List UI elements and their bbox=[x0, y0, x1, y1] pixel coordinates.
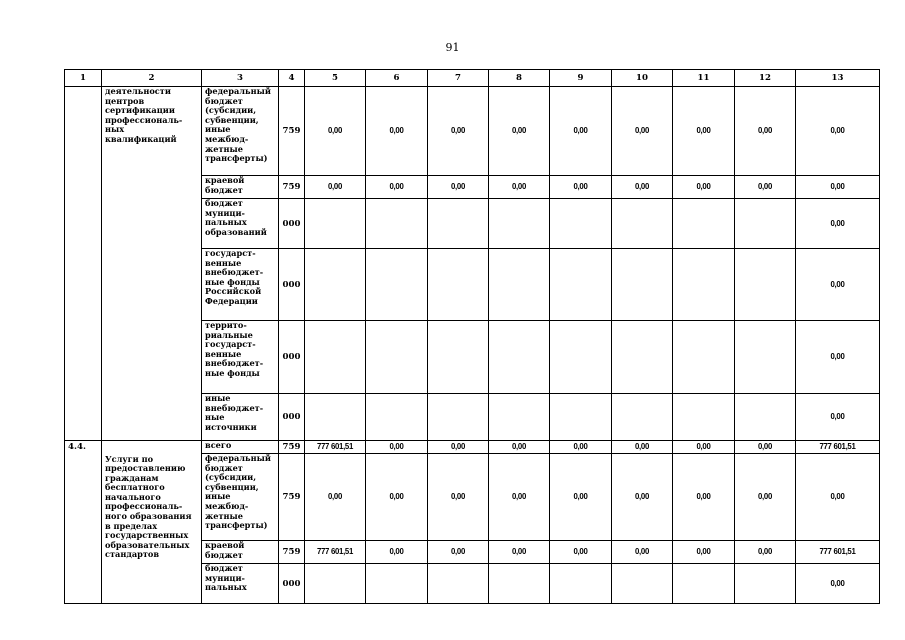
amount-cell bbox=[489, 249, 550, 321]
funding-source-line: ные bbox=[205, 412, 225, 423]
amount-cell: 0,00 bbox=[550, 441, 612, 454]
amount-cell: 0,00 bbox=[428, 87, 489, 176]
amount-cell bbox=[612, 199, 673, 249]
amount-cell bbox=[550, 249, 612, 321]
funding-source-line: бюджет bbox=[205, 563, 243, 573]
code-cell: 759 bbox=[279, 441, 305, 454]
funding-source-line: государст- bbox=[205, 339, 256, 350]
code-cell: 000 bbox=[279, 249, 305, 321]
funding-source-line: государст- bbox=[205, 248, 256, 258]
amount-cell: 777 601,51 bbox=[305, 541, 366, 564]
amount-cell: 777 601,51 bbox=[305, 441, 366, 454]
code-cell: 759 bbox=[279, 87, 305, 176]
amount-cell bbox=[673, 564, 735, 604]
funding-source-line: (субсидии, bbox=[205, 105, 257, 116]
funding-source-cell bbox=[202, 321, 279, 394]
funding-source-cell bbox=[202, 454, 279, 541]
amount-cell bbox=[366, 199, 428, 249]
amount-cell bbox=[305, 249, 366, 321]
amount-cell bbox=[428, 564, 489, 604]
code-cell: 000 bbox=[279, 199, 305, 249]
amount-cell: 0,00 bbox=[489, 176, 550, 199]
amount-cell: 0,00 bbox=[673, 87, 735, 176]
funding-source-line: ные фонды bbox=[205, 367, 260, 378]
service-name-line: ного образования bbox=[105, 511, 192, 522]
amount-cell: 0,00 bbox=[305, 176, 366, 199]
amount-cell: 0,00 bbox=[796, 321, 880, 394]
service-name-line: ных bbox=[105, 124, 125, 135]
funding-source-line: образований bbox=[205, 226, 267, 237]
amount-cell bbox=[489, 199, 550, 249]
amount-cell: 0,00 bbox=[305, 454, 366, 541]
amount-cell: 0,00 bbox=[735, 176, 796, 199]
funding-source-line: иные bbox=[205, 393, 231, 403]
amount-cell: 0,00 bbox=[735, 454, 796, 541]
funding-source-line: террито- bbox=[205, 320, 247, 330]
funding-source-cell bbox=[202, 249, 279, 321]
column-header: 10 bbox=[612, 70, 673, 87]
budget-table-container bbox=[64, 69, 880, 604]
amount-cell: 0,00 bbox=[428, 541, 489, 564]
column-header: 13 bbox=[796, 70, 880, 87]
funding-source-line: федеральный bbox=[205, 453, 271, 463]
amount-cell: 0,00 bbox=[428, 454, 489, 541]
amount-cell: 0,00 bbox=[489, 454, 550, 541]
service-name-line: квалификаций bbox=[105, 133, 177, 144]
funding-source-line: всего bbox=[205, 440, 232, 450]
service-name-line: бесплатного bbox=[105, 482, 165, 493]
amount-cell bbox=[550, 321, 612, 394]
funding-source-line: (субсидии, bbox=[205, 472, 257, 483]
column-header: 4 bbox=[279, 70, 305, 87]
amount-cell bbox=[735, 199, 796, 249]
amount-cell bbox=[612, 321, 673, 394]
amount-cell bbox=[489, 394, 550, 441]
amount-cell: 0,00 bbox=[489, 541, 550, 564]
amount-cell bbox=[366, 394, 428, 441]
code-cell: 000 bbox=[279, 321, 305, 394]
service-name-cell bbox=[102, 454, 202, 604]
funding-source-line: трансферты) bbox=[205, 153, 268, 164]
service-name-line: сертификации bbox=[105, 105, 175, 116]
amount-cell bbox=[366, 249, 428, 321]
amount-cell bbox=[550, 394, 612, 441]
funding-source-cell bbox=[202, 87, 279, 176]
funding-source-line: Федерации bbox=[205, 295, 258, 306]
amount-cell: 0,00 bbox=[673, 454, 735, 541]
amount-cell: 777 601,51 bbox=[796, 441, 880, 454]
service-name-line: государственных bbox=[105, 530, 189, 541]
column-header: 7 bbox=[428, 70, 489, 87]
service-name-line: начального bbox=[105, 491, 161, 502]
service-name-line: предоставлению bbox=[105, 463, 186, 474]
amount-cell bbox=[305, 394, 366, 441]
amount-cell: 0,00 bbox=[366, 541, 428, 564]
amount-cell bbox=[428, 394, 489, 441]
service-name-cell bbox=[102, 87, 202, 441]
amount-cell: 0,00 bbox=[612, 441, 673, 454]
amount-cell bbox=[735, 564, 796, 604]
amount-cell bbox=[550, 564, 612, 604]
amount-cell bbox=[305, 199, 366, 249]
row-number-cell: 4.4. bbox=[65, 441, 102, 604]
amount-cell: 0,00 bbox=[673, 176, 735, 199]
page-number: 91 bbox=[445, 41, 460, 54]
budget-table bbox=[64, 69, 880, 604]
amount-cell: 0,00 bbox=[796, 249, 880, 321]
row-number-cell bbox=[65, 87, 102, 441]
amount-cell bbox=[612, 249, 673, 321]
amount-cell bbox=[735, 394, 796, 441]
funding-source-line: источники bbox=[205, 421, 257, 432]
amount-cell bbox=[489, 564, 550, 604]
column-header: 1 bbox=[65, 70, 102, 87]
service-name-line: профессиональ- bbox=[105, 501, 183, 512]
funding-source-line: венные bbox=[205, 348, 242, 359]
amount-cell: 0,00 bbox=[366, 454, 428, 541]
amount-cell: 0,00 bbox=[735, 541, 796, 564]
service-name-line: профессиональ- bbox=[105, 114, 183, 125]
amount-cell bbox=[428, 321, 489, 394]
funding-source-line: бюджет bbox=[205, 184, 243, 195]
amount-cell bbox=[428, 249, 489, 321]
column-header: 5 bbox=[305, 70, 366, 87]
funding-source-cell bbox=[202, 564, 279, 604]
funding-source-cell bbox=[202, 541, 279, 564]
code-cell: 759 bbox=[279, 541, 305, 564]
amount-cell bbox=[673, 199, 735, 249]
funding-source-line: иные межбюд- bbox=[205, 124, 249, 144]
column-header: 6 bbox=[366, 70, 428, 87]
amount-cell: 0,00 bbox=[305, 87, 366, 176]
amount-cell: 0,00 bbox=[550, 541, 612, 564]
table-row bbox=[65, 87, 880, 176]
amount-cell bbox=[366, 321, 428, 394]
service-name-line: деятельности bbox=[105, 86, 171, 96]
funding-source-line: краевой bbox=[205, 175, 245, 185]
funding-source-line: бюджет bbox=[205, 462, 243, 473]
funding-source-line: муници- bbox=[205, 207, 245, 218]
code-cell: 000 bbox=[279, 394, 305, 441]
code-cell: 759 bbox=[279, 454, 305, 541]
funding-source-cell bbox=[202, 176, 279, 199]
funding-source-line: бюджет bbox=[205, 198, 243, 208]
code-cell: 759 bbox=[279, 176, 305, 199]
amount-cell: 0,00 bbox=[796, 394, 880, 441]
header-row bbox=[65, 70, 880, 87]
amount-cell: 0,00 bbox=[366, 441, 428, 454]
amount-cell bbox=[673, 249, 735, 321]
amount-cell: 0,00 bbox=[612, 454, 673, 541]
amount-cell bbox=[612, 564, 673, 604]
table-row bbox=[65, 441, 880, 454]
funding-source-cell bbox=[202, 199, 279, 249]
amount-cell: 0,00 bbox=[735, 441, 796, 454]
table-body bbox=[65, 70, 880, 604]
funding-source-line: субвенции, bbox=[205, 114, 259, 125]
service-name-line: образовательных bbox=[105, 539, 190, 550]
funding-source-line: иные межбюд- bbox=[205, 491, 249, 511]
amount-cell: 0,00 bbox=[428, 441, 489, 454]
amount-cell: 0,00 bbox=[489, 441, 550, 454]
amount-cell bbox=[428, 199, 489, 249]
funding-source-line: внебюджет- bbox=[205, 267, 264, 278]
amount-cell: 0,00 bbox=[550, 176, 612, 199]
funding-source-line: трансферты) bbox=[205, 520, 268, 531]
funding-source-line: муници- bbox=[205, 572, 245, 583]
amount-cell: 0,00 bbox=[796, 564, 880, 604]
funding-source-line: ные фонды bbox=[205, 276, 260, 287]
service-name-line: в пределах bbox=[105, 520, 158, 531]
funding-source-line: внебюджет- bbox=[205, 358, 264, 369]
amount-cell: 0,00 bbox=[796, 87, 880, 176]
column-header: 3 bbox=[202, 70, 279, 87]
amount-cell: 0,00 bbox=[796, 454, 880, 541]
amount-cell bbox=[366, 564, 428, 604]
funding-source-line: внебюджет- bbox=[205, 402, 264, 413]
amount-cell bbox=[489, 321, 550, 394]
amount-cell: 0,00 bbox=[366, 87, 428, 176]
amount-cell: 0,00 bbox=[550, 87, 612, 176]
amount-cell: 0,00 bbox=[489, 87, 550, 176]
column-header: 8 bbox=[489, 70, 550, 87]
amount-cell bbox=[305, 321, 366, 394]
service-name-line: стандартов bbox=[105, 549, 160, 560]
amount-cell: 0,00 bbox=[612, 541, 673, 564]
funding-source-line: субвенции, bbox=[205, 481, 259, 492]
amount-cell bbox=[735, 321, 796, 394]
service-name-line: Услуги по bbox=[105, 453, 154, 464]
amount-cell bbox=[673, 394, 735, 441]
service-name-top-cell bbox=[102, 441, 202, 454]
code-cell: 000 bbox=[279, 564, 305, 604]
column-header: 9 bbox=[550, 70, 612, 87]
service-name-line: центров bbox=[105, 95, 145, 106]
funding-source-line: пальных bbox=[205, 217, 247, 228]
column-header: 12 bbox=[735, 70, 796, 87]
column-header: 11 bbox=[673, 70, 735, 87]
funding-source-cell bbox=[202, 441, 279, 454]
funding-source-line: риальные bbox=[205, 329, 253, 340]
amount-cell: 0,00 bbox=[796, 176, 880, 199]
amount-cell: 0,00 bbox=[366, 176, 428, 199]
amount-cell bbox=[673, 321, 735, 394]
amount-cell: 0,00 bbox=[612, 87, 673, 176]
funding-source-line: краевой bbox=[205, 540, 245, 550]
amount-cell: 0,00 bbox=[735, 87, 796, 176]
amount-cell: 0,00 bbox=[673, 441, 735, 454]
service-name-line: гражданам bbox=[105, 472, 159, 483]
amount-cell bbox=[550, 199, 612, 249]
funding-source-line: жетные bbox=[205, 143, 243, 154]
funding-source-line: Российской bbox=[205, 286, 262, 297]
funding-source-line: венные bbox=[205, 257, 242, 268]
funding-source-line: бюджет bbox=[205, 549, 243, 560]
funding-source-line: пальных bbox=[205, 582, 247, 593]
amount-cell: 0,00 bbox=[550, 454, 612, 541]
amount-cell bbox=[305, 564, 366, 604]
funding-source-line: жетные bbox=[205, 510, 243, 521]
amount-cell: 0,00 bbox=[428, 176, 489, 199]
amount-cell bbox=[735, 249, 796, 321]
amount-cell: 0,00 bbox=[796, 199, 880, 249]
amount-cell: 777 601,51 bbox=[796, 541, 880, 564]
amount-cell: 0,00 bbox=[673, 541, 735, 564]
table-row bbox=[65, 454, 880, 541]
amount-cell: 0,00 bbox=[612, 176, 673, 199]
funding-source-line: бюджет bbox=[205, 95, 243, 106]
funding-source-line: федеральный bbox=[205, 86, 271, 96]
amount-cell bbox=[612, 394, 673, 441]
funding-source-cell bbox=[202, 394, 279, 441]
column-header: 2 bbox=[102, 70, 202, 87]
